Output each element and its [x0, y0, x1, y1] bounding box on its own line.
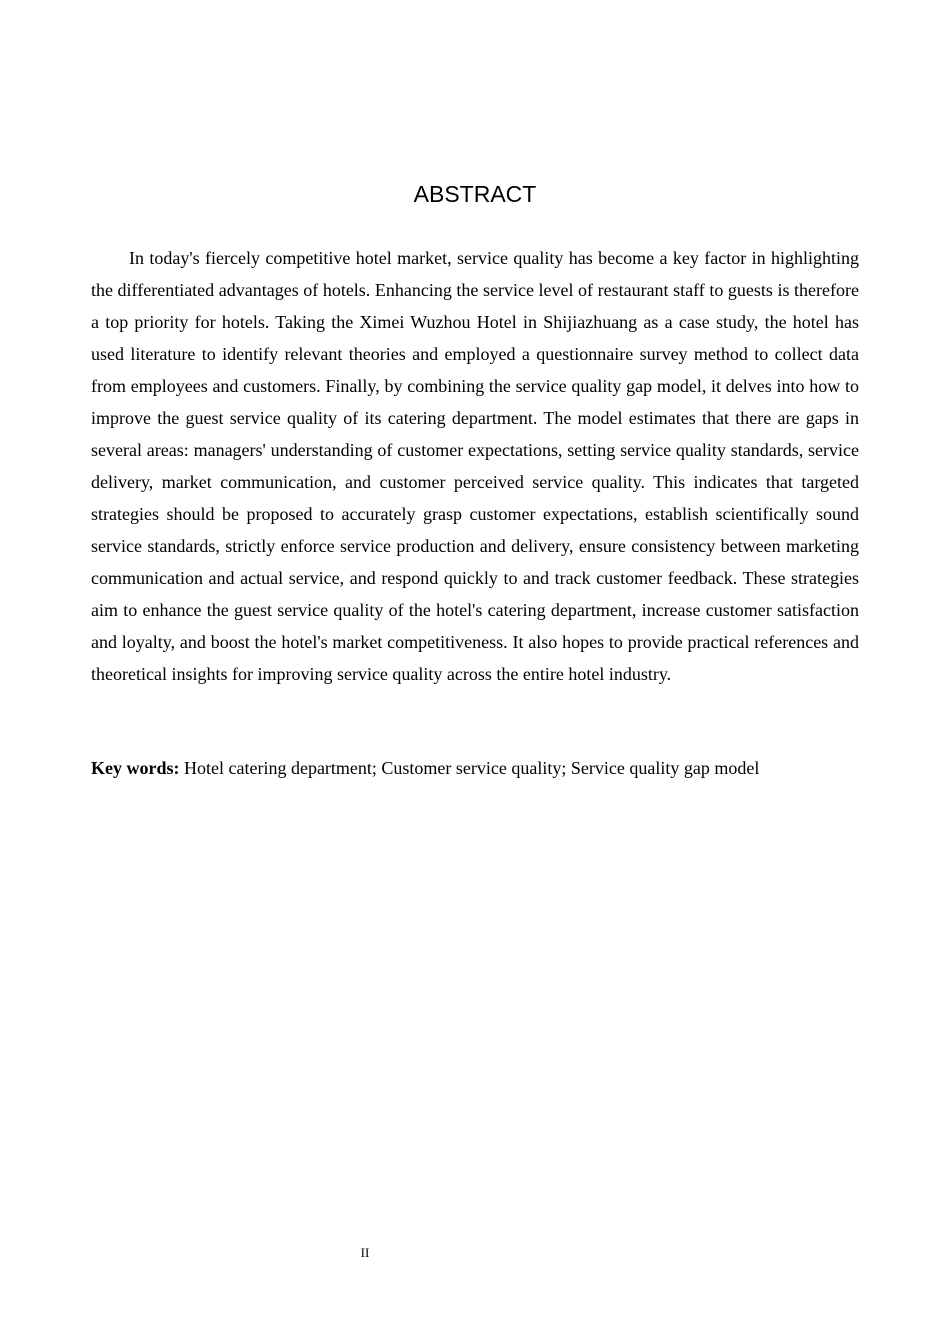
- page-number: II: [360, 1245, 370, 1260]
- abstract-body: In today's fiercely competitive hotel market, service quality has become a key factor in highlighting the differentiated advantages of hotels. Enhancing the service level of restaurant staff to guests is therefore a top priority for hotels. Taking the Ximei Wuzhou Hotel in Shijiazhuang as a case study, the hotel has used literature to identify relevant theories and employed a questionnaire survey method to collect data from employees and customers. Finally, by combining the service quality gap model, it delves into how to improve the guest service quality of its catering department. The model estimates that there are gaps in several areas: managers' understanding of customer expectations, setting service quality standards, service delivery, market communication, and customer perceived service quality. This indicates that targeted strategies should be proposed to accurately grasp customer expectations, establish scientifically sound service standards, strictly enforce service production and delivery, ensure consistency between marketing communication and actual service, and respond quickly to and track customer feedback. These strategies aim to enhance the guest service quality of the hotel's catering department, increase customer satisfaction and loyalty, and boost the hotel's market competitiveness. It also hopes to provide practical references and theoretical insights for improving service quality across the entire hotel industry.: [91, 248, 859, 684]
- keywords-text: Hotel catering department; Customer service quality; Service quality gap model: [179, 758, 760, 778]
- abstract-title: ABSTRACT: [413, 181, 537, 207]
- keywords-label: Key words:: [91, 758, 180, 778]
- keywords-line: [91, 752, 859, 784]
